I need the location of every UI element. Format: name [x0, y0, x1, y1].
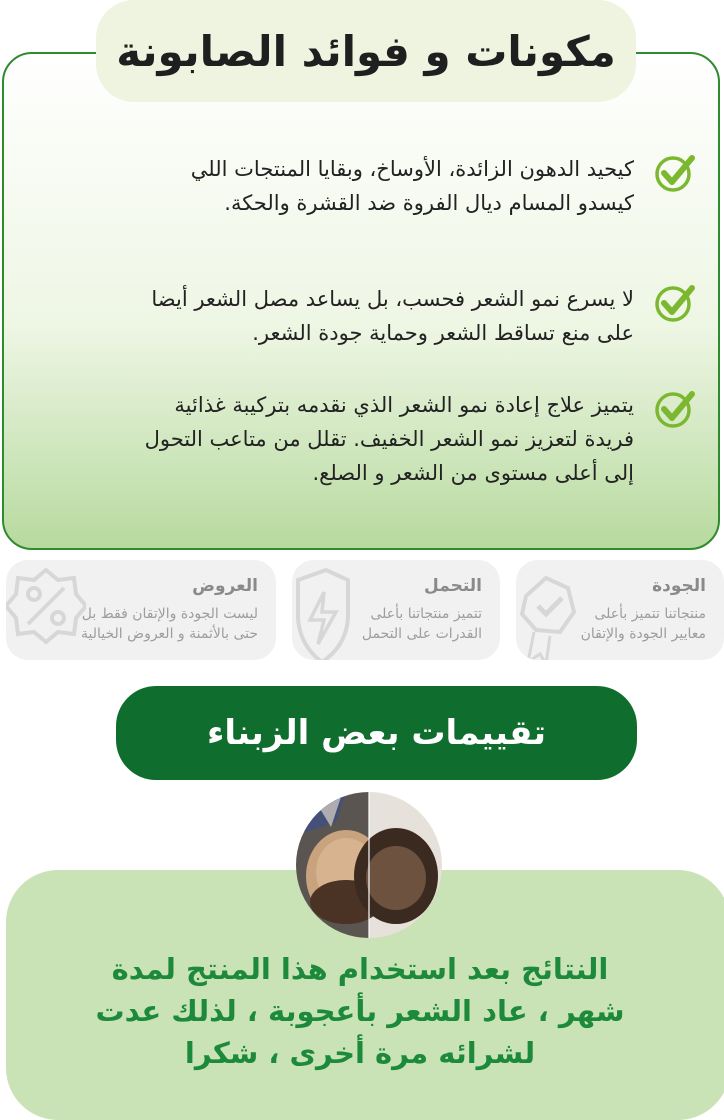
reviews-heading: تقييمات بعض الزبناء	[206, 713, 547, 753]
review-line: لشرائه مرة أخرى ، شكرا	[184, 1036, 536, 1070]
feature-line: ليست الجودة والإتقان فقط بل	[81, 606, 258, 622]
benefit-line: على منع تساقط الشعر وحماية جودة الشعر.	[252, 321, 634, 345]
features-strip	[0, 556, 724, 666]
feature-line: حتى بالأثمنة و العروض الخيالية	[81, 626, 258, 642]
benefit-line: يتميز علاج إعادة نمو الشعر الذي نقدمه بتركيبة غذائية	[174, 393, 634, 417]
shield-bolt-icon	[292, 566, 362, 660]
discount-badge-icon	[6, 566, 86, 660]
feature-line: منتجاتنا تتميز بأعلى	[594, 606, 706, 622]
review-text	[60, 948, 660, 1074]
feature-card-offers	[6, 560, 276, 660]
feature-description	[81, 604, 258, 644]
benefit-line: لا يسرع نمو الشعر فحسب، بل يساعد مصل الشعر أيضا	[151, 287, 634, 311]
benefit-line: كيسدو المسام ديال الفروة ضد القشرة والحكة.	[224, 191, 634, 215]
reviews-heading-pill	[116, 686, 637, 780]
check-circle-icon	[654, 388, 696, 430]
benefit-line: فريدة لتعزيز نمو الشعر الخفيف. تقلل من متاعب التحول	[144, 427, 634, 451]
section-title: مكونات و فوائد الصابونة	[116, 26, 616, 76]
feature-title: العروض	[192, 576, 258, 596]
feature-card-quality	[516, 560, 724, 660]
review-line: شهر ، عاد الشعر بأعجوبة ، لذلك عدت	[95, 994, 625, 1028]
benefit-text	[151, 282, 634, 350]
feature-title: الجودة	[652, 576, 706, 596]
benefit-item	[145, 388, 696, 490]
benefit-item	[191, 152, 696, 220]
feature-title: التحمل	[424, 576, 482, 596]
feature-description	[362, 604, 482, 644]
feature-card-durability	[292, 560, 500, 660]
feature-line: معايير الجودة والإتقان	[580, 626, 706, 642]
check-circle-icon	[654, 282, 696, 324]
benefit-line: كيحيد الدهون الزائدة، الأوساخ، وبقايا المنتجات اللي	[190, 157, 634, 181]
benefit-text	[145, 388, 634, 490]
benefit-item	[151, 282, 696, 350]
benefit-line: إلى أعلى مستوى من الشعر و الصلع.	[312, 461, 634, 485]
check-circle-icon	[654, 152, 696, 194]
feature-line: القدرات على التحمل	[361, 626, 482, 642]
feature-line: تتميز منتجاتنا بأعلى	[370, 606, 482, 622]
feature-description	[581, 604, 706, 644]
benefit-text	[191, 152, 634, 220]
section-title-pill	[96, 0, 636, 102]
badge-check-icon	[516, 566, 586, 660]
review-line: النتائج بعد استخدام هذا المنتج لمدة	[111, 952, 609, 986]
review-before-after-photo	[296, 792, 442, 938]
